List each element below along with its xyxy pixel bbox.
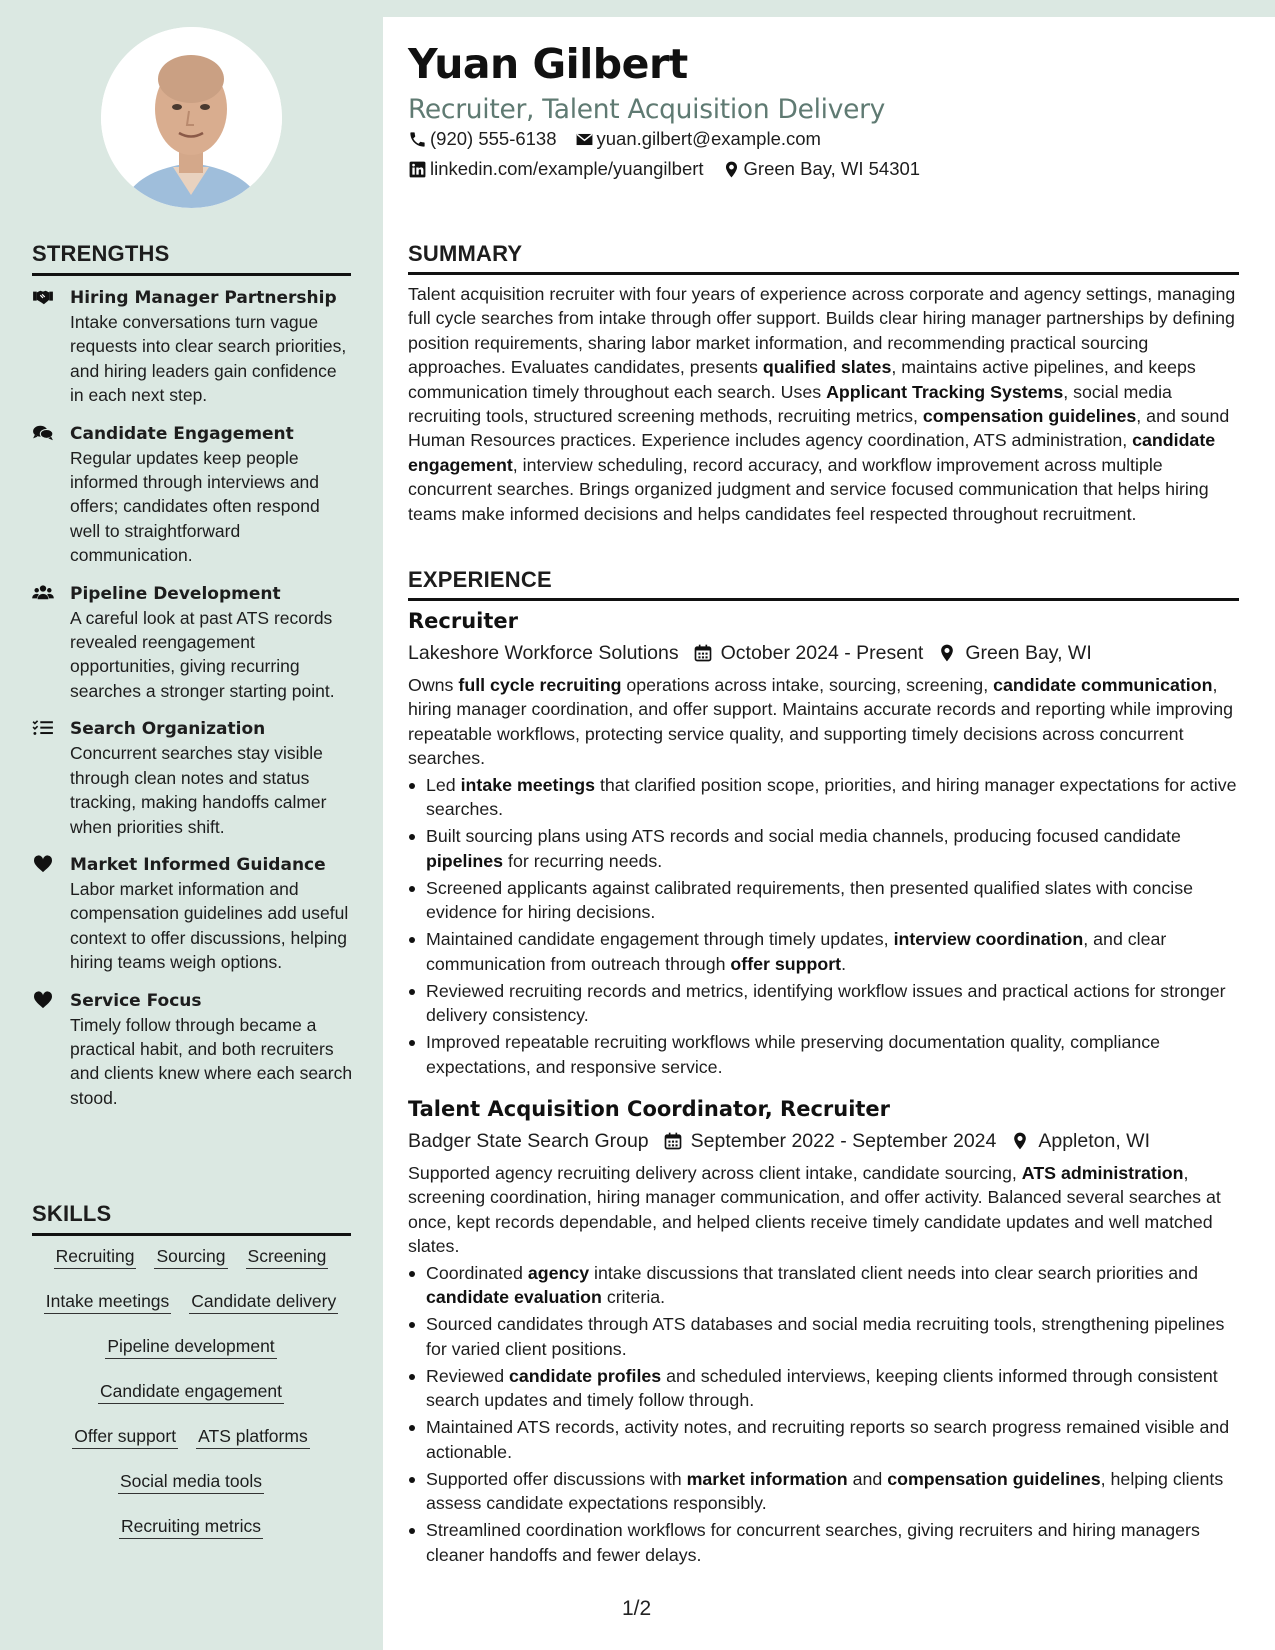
strength-title: Hiring Manager Partnership: [70, 288, 337, 308]
bullet-item: [408, 1415, 1243, 1464]
bold-keyword: agency: [527, 1262, 590, 1283]
comments-icon: [32, 422, 70, 568]
text-segment: operations across intake, sourcing, screening,: [621, 675, 994, 695]
company-name: [408, 1127, 649, 1155]
handshake-icon: [32, 286, 70, 408]
text-segment: Supported agency recruiting delivery across client intake, candidate sourcing,: [408, 1163, 1022, 1183]
candidate-name: Yuan Gilbert: [408, 40, 688, 88]
text-segment: Sourced candidates through ATS databases and social media recruiting tools, strengthening pipelines for varied client positions.: [426, 1314, 1225, 1359]
strength-description: Timely follow through became a practical habit, and both recruiters and clients knew where each search stood.: [70, 1014, 353, 1108]
text-segment: that clarified position scope, priorities, and hiring manager expectations for active searches.: [426, 774, 1237, 820]
bullet-item: [408, 1364, 1243, 1413]
text-segment: Built sourcing plans using ATS records and social media channels, producing focused candidate: [426, 826, 1181, 847]
bold-keyword: market information: [686, 1468, 848, 1489]
company-text: Lakeshore Workforce Solutions: [408, 642, 679, 664]
text-segment: , and sound Human Resources practices. Experience includes agency coordination, ATS administration,: [408, 406, 1230, 451]
profile-photo: [101, 27, 282, 208]
bullet-item: [408, 979, 1243, 1028]
job-location: [937, 639, 1091, 667]
summary-heading: SUMMARY: [408, 241, 1239, 275]
page-number: 1/2: [622, 1597, 652, 1620]
list-check-icon: [32, 717, 70, 839]
job-entry: [408, 1095, 1243, 1570]
text-segment: Reviewed recruiting records and metrics, identifying workflow issues and practical actions for stronger delivery consistency.: [426, 980, 1226, 1026]
users-icon: [32, 582, 70, 704]
strength-item: [32, 717, 354, 839]
strength-item: [32, 582, 354, 704]
strength-description: A careful look at past ATS records revealed reengagement opportunities, giving recurring searches a stronger starting point.: [70, 607, 335, 701]
strengths-heading: STRENGTHS: [32, 241, 351, 276]
linkedin-text[interactable]: linkedin.com/example/yuangilbert: [430, 158, 704, 179]
strength-description: Intake conversations turn vague requests into clear search priorities, and hiring leaders gain confidence in each next step.: [70, 312, 347, 406]
skill-row: [28, 1245, 354, 1269]
company-text: Badger State Search Group: [408, 1130, 649, 1152]
text-segment: Maintained ATS records, activity notes, and recruiting reports so search progress remained visible and actionable.: [426, 1417, 1230, 1462]
skill-tag: Intake meetings: [44, 1290, 172, 1314]
text-segment: Streamlined coordination workflows for concurrent searches, giving recruiters and hiring managers cleaner handoffs and fewer delays.: [426, 1520, 1200, 1565]
location-text: Green Bay, WI 54301: [743, 158, 921, 179]
job-description: [408, 673, 1243, 771]
company-name: [408, 639, 679, 667]
skill-tag: Recruiting metrics: [119, 1515, 263, 1539]
strength-description: Regular updates keep people informed through interviews and offers; candidates often respond well to straightforward communication.: [70, 447, 320, 566]
envelope-icon: [575, 130, 594, 149]
email-text[interactable]: yuan.gilbert@example.com: [596, 128, 821, 149]
job-bullets: [408, 1261, 1243, 1567]
text-segment: .: [841, 953, 847, 974]
skill-row: [28, 1470, 354, 1494]
contact-row-2: [408, 158, 938, 180]
job-meta: [408, 1127, 1243, 1155]
skill-row: [28, 1290, 354, 1314]
text-segment: for recurring needs.: [503, 850, 663, 871]
map-pin-icon: [722, 160, 741, 179]
text-segment: Owns: [408, 675, 459, 695]
text-segment: Reviewed: [426, 1365, 510, 1386]
phone-text: (920) 555-6138: [430, 128, 557, 149]
bullet-item: [408, 1261, 1243, 1310]
skill-tag: Screening: [246, 1245, 329, 1269]
bullet-item: [408, 876, 1243, 925]
strength-text: [70, 582, 354, 704]
job-dates: [693, 639, 924, 667]
strength-title: Pipeline Development: [70, 583, 281, 604]
map-pin-icon: [1010, 1131, 1030, 1151]
heart-icon: [32, 853, 70, 975]
bold-keyword: intake meetings: [460, 774, 596, 795]
bold-keyword: candidate communication: [993, 675, 1213, 695]
job-title: Recruiter: [408, 609, 519, 633]
strength-title: Service Focus: [70, 990, 202, 1011]
job-entry: [408, 607, 1243, 1082]
strength-title: Search Organization: [70, 719, 266, 740]
calendar-icon: [693, 643, 713, 663]
text-segment: and scheduled interviews, keeping clients informed through consistent search updates and timely follow through.: [426, 1365, 1218, 1411]
skill-row: [28, 1425, 354, 1449]
skills-heading: SKILLS: [32, 1201, 351, 1236]
skill-row: [28, 1335, 354, 1359]
bullet-item: [408, 1312, 1243, 1361]
skill-tag: Pipeline development: [105, 1335, 276, 1359]
skill-tag: Social media tools: [118, 1470, 264, 1494]
strength-title: Market Informed Guidance: [70, 854, 326, 875]
bold-keyword: pipelines: [426, 850, 504, 871]
bold-keyword: compensation guidelines: [887, 1468, 1101, 1489]
text-segment: Coordinated: [426, 1262, 528, 1283]
text-segment: Talent acquisition recruiter with four years of experience across corporate and agency settings, managing full cycle searches from intake through offer support. Builds clear hiring manager partnerships by defining position requirements, sharing labor market information, and recommending practical sourcing approaches. Evaluates candidates, presents: [408, 284, 1236, 378]
skill-tag: Offer support: [72, 1425, 178, 1449]
skill-tag: Candidate delivery: [189, 1290, 338, 1314]
bold-keyword: offer support: [730, 953, 842, 974]
job-bullets: [408, 773, 1243, 1079]
bullet-item: [408, 1030, 1243, 1079]
skill-tag: Recruiting: [54, 1245, 137, 1269]
text-segment: Supported offer discussions with: [426, 1468, 687, 1489]
job-description: [408, 1161, 1243, 1259]
bold-keyword: qualified slates: [762, 357, 892, 378]
text-segment: Maintained candidate engagement through timely updates,: [426, 929, 894, 950]
dates-text: September 2022 - September 2024: [690, 1130, 997, 1152]
calendar-icon: [663, 1131, 683, 1151]
text-segment: , helping clients assess candidate expectations responsibly.: [426, 1468, 1224, 1514]
bullet-item: [408, 927, 1243, 976]
text-segment: Led: [426, 774, 461, 795]
phone-contact: [408, 128, 557, 150]
strength-text: [70, 989, 354, 1111]
bullet-item: [408, 1467, 1243, 1516]
phone-icon: [408, 130, 427, 149]
dates-text: October 2024 - Present: [720, 642, 924, 664]
strength-description: Labor market information and compensation guidelines add useful context to offer discussions, helping hiring teams weigh options.: [70, 878, 349, 973]
linkedin-contact[interactable]: [408, 158, 704, 180]
bullet-item: [408, 824, 1243, 873]
summary-text: [408, 282, 1243, 526]
bold-keyword: full cycle recruiting: [458, 675, 622, 695]
strength-text: [70, 286, 354, 408]
strength-text: [70, 422, 354, 568]
text-segment: Improved repeatable recruiting workflows while preserving documentation quality, compliance expectations, and responsive service.: [426, 1032, 1161, 1077]
strength-description: Concurrent searches stay visible through clean notes and status tracking, making handoffs calmer when priorities shift.: [70, 743, 327, 837]
skill-tag: Sourcing: [154, 1245, 227, 1269]
bold-keyword: candidate evaluation: [426, 1287, 602, 1308]
bold-keyword: candidate profiles: [509, 1365, 662, 1386]
text-segment: Screened applicants against calibrated requirements, then presented qualified slates with concise evidence for hiring decisions.: [426, 877, 1194, 923]
contact-row-1: [408, 128, 839, 150]
bullet-item: [408, 773, 1243, 822]
bold-keyword: candidate engagement: [408, 430, 1216, 475]
skill-row: [28, 1380, 354, 1404]
text-segment: , hiring manager coordination, and offer support. Maintains accurate records and reporting while improving repeatable workflows, protecting service quality, and supporting timely decisions across concurrent searches.: [408, 675, 1233, 769]
linkedin-icon: [408, 160, 427, 179]
text-segment: , social media recruiting tools, structured screening methods, recruiting metrics,: [408, 381, 1172, 427]
job-meta: [408, 639, 1243, 667]
bullet-item: [408, 1518, 1243, 1567]
text-segment: criteria.: [601, 1287, 666, 1308]
skills-list: [28, 1245, 354, 1560]
strength-item: [32, 286, 354, 408]
skill-row: [28, 1515, 354, 1539]
location-contact: [722, 158, 921, 180]
strength-item: [32, 989, 354, 1111]
experience-heading: EXPERIENCE: [408, 567, 1239, 601]
candidate-title: Recruiter, Talent Acquisition Delivery: [408, 94, 886, 125]
bold-keyword: interview coordination: [893, 929, 1084, 950]
strength-item: [32, 422, 354, 568]
text-segment: , screening coordination, hiring manager communication, and offer activity. Balanced several searches at once, kept records dependable, and helped clients receive timely candidate updates and well matched slates.: [408, 1163, 1221, 1257]
bold-keyword: Applicant Tracking Systems: [826, 381, 1064, 402]
strength-item: [32, 853, 354, 975]
bold-keyword: ATS administration: [1021, 1163, 1184, 1183]
text-segment: , interview scheduling, record accuracy, and workflow improvement across multiple concurrent searches. Brings organized judgment and service focused communication that helps hiring teams make informed decisions and helps candidates feel respected throughout recruitment.: [408, 454, 1209, 524]
skill-tag: ATS platforms: [196, 1425, 310, 1449]
location-text: Green Bay, WI: [965, 642, 1092, 664]
email-contact[interactable]: [575, 128, 821, 150]
text-segment: , and clear communication from outreach through: [426, 929, 1167, 974]
strength-text: [70, 717, 354, 839]
job-dates: [663, 1127, 997, 1155]
strengths-list: [32, 286, 354, 1124]
location-text: Appleton, WI: [1038, 1130, 1150, 1152]
text-segment: , maintains active pipelines, and keeps communication timely throughout each search. Uses: [408, 357, 1196, 402]
strength-title: Candidate Engagement: [70, 423, 294, 444]
text-segment: intake discussions that translated client needs into clear search priorities and: [589, 1262, 1198, 1283]
heart-icon: [32, 989, 70, 1111]
map-pin-icon: [937, 643, 957, 663]
job-location: [1010, 1127, 1150, 1155]
text-segment: and: [847, 1468, 888, 1489]
strength-text: [70, 853, 354, 975]
skill-tag: Candidate engagement: [98, 1380, 284, 1404]
job-title: Talent Acquisition Coordinator, Recruiter: [408, 1097, 891, 1121]
bold-keyword: compensation guidelines: [922, 406, 1137, 427]
